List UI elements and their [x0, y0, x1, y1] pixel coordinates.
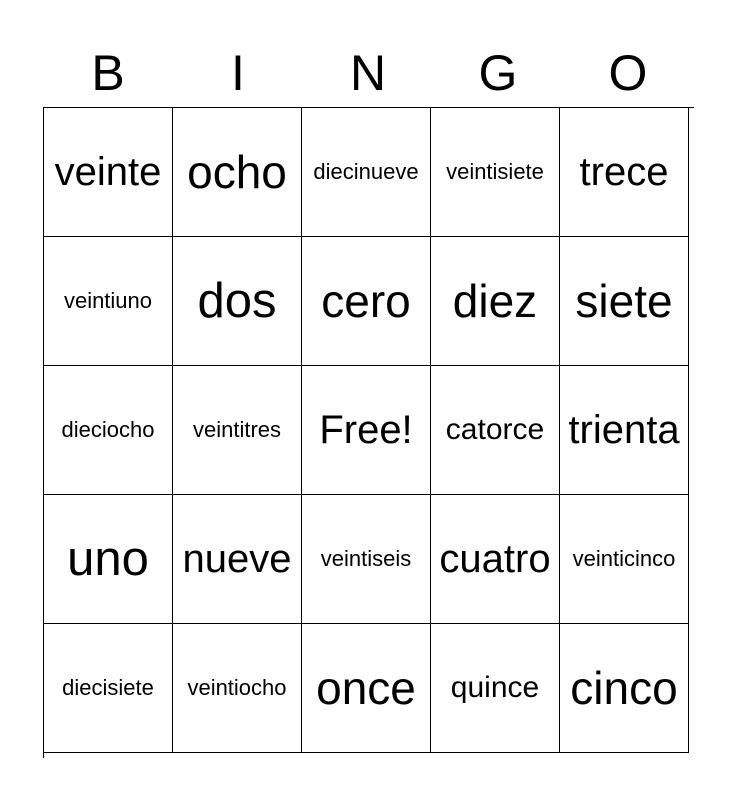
bingo-cell[interactable]: siete — [560, 237, 689, 366]
bingo-cell[interactable]: veintisiete — [431, 108, 560, 237]
bingo-cell[interactable]: cuatro — [431, 495, 560, 624]
header-letter-i: I — [231, 45, 245, 101]
bingo-cell[interactable]: veinte — [44, 108, 173, 237]
bingo-cell[interactable]: uno — [44, 495, 173, 624]
bingo-cell[interactable]: nueve — [173, 495, 302, 624]
bingo-cell[interactable]: dos — [173, 237, 302, 366]
free-space-cell[interactable]: Free! — [302, 366, 431, 495]
bingo-header — [43, 40, 693, 106]
bingo-cell[interactable]: cinco — [560, 624, 689, 753]
bingo-board — [43, 107, 694, 758]
bingo-cell[interactable]: cero — [302, 237, 431, 366]
bingo-cell[interactable]: veintiocho — [173, 624, 302, 753]
bingo-cell[interactable]: veintiuno — [44, 237, 173, 366]
bingo-cell[interactable]: quince — [431, 624, 560, 753]
bingo-cell[interactable]: catorce — [431, 366, 560, 495]
header-letter-n: N — [349, 45, 387, 101]
bingo-cell[interactable]: veintitres — [173, 366, 302, 495]
header-letter-o: O — [608, 45, 648, 101]
bingo-cell[interactable]: trienta — [560, 366, 689, 495]
bingo-cell[interactable]: diez — [431, 237, 560, 366]
bingo-cell[interactable]: dieciocho — [44, 366, 173, 495]
header-letter-b: B — [91, 45, 125, 101]
bingo-cell[interactable]: once — [302, 624, 431, 753]
bingo-cell[interactable]: veintiseis — [302, 495, 431, 624]
bingo-cell[interactable]: trece — [560, 108, 689, 237]
header-letter-g: G — [478, 45, 518, 101]
bingo-cell[interactable]: diecisiete — [44, 624, 173, 753]
bingo-cell[interactable]: ocho — [173, 108, 302, 237]
bingo-cell[interactable]: veinticinco — [560, 495, 689, 624]
bingo-cell[interactable]: diecinueve — [302, 108, 431, 237]
